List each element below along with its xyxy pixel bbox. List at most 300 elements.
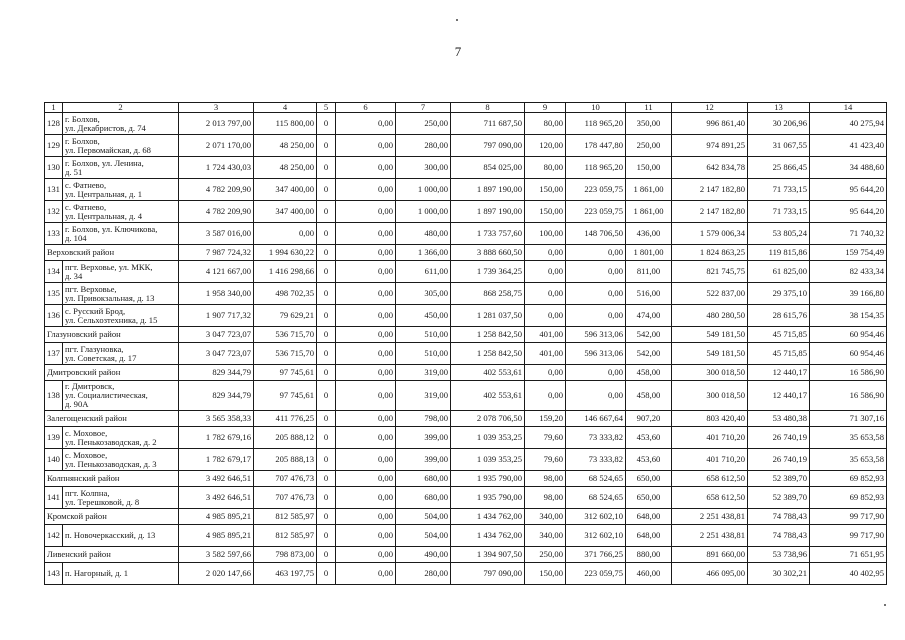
value-cell: 516,00 <box>626 283 672 305</box>
value-cell: 0,00 <box>525 365 566 381</box>
value-cell: 52 389,70 <box>748 487 810 509</box>
value-cell: 797 090,00 <box>451 135 525 157</box>
value-cell: 401 710,20 <box>672 427 748 449</box>
value-cell: 642 834,78 <box>672 157 748 179</box>
value-cell: 0,00 <box>336 201 396 223</box>
row-number: 135 <box>45 283 63 305</box>
value-cell: 466 095,00 <box>672 563 748 585</box>
row-number: 129 <box>45 135 63 157</box>
value-cell: 340,00 <box>525 509 566 525</box>
value-cell: 150,00 <box>626 157 672 179</box>
value-cell: 1 861,00 <box>626 179 672 201</box>
value-cell: 223 059,75 <box>566 563 626 585</box>
value-cell: 0,00 <box>336 547 396 563</box>
table-row <box>45 113 887 135</box>
address-line: ул. Пенькозаводская, д. 3 <box>65 458 157 469</box>
value-cell: 48 250,00 <box>254 135 317 157</box>
value-cell: 829 344,79 <box>179 381 254 411</box>
value-cell: 0,00 <box>566 381 626 411</box>
value-cell: 45 715,85 <box>748 343 810 365</box>
value-cell: 3 047 723,07 <box>179 343 254 365</box>
value-cell: 71 651,95 <box>810 547 887 563</box>
value-cell: 0 <box>317 427 336 449</box>
value-cell: 0,00 <box>336 563 396 585</box>
address-line: пгт. Колпна, <box>65 487 110 498</box>
address-cell <box>63 305 179 327</box>
value-cell: 40 402,95 <box>810 563 887 585</box>
value-cell: 2 078 706,50 <box>451 411 525 427</box>
row-number: 131 <box>45 179 63 201</box>
value-cell: 0,00 <box>336 427 396 449</box>
value-cell: 463 197,75 <box>254 563 317 585</box>
value-cell: 39 166,80 <box>810 283 887 305</box>
value-cell: 648,00 <box>626 509 672 525</box>
address-line: ул. Советская, д. 17 <box>65 352 137 363</box>
value-cell: 1 434 762,00 <box>451 509 525 525</box>
value-cell: 69 852,93 <box>810 487 887 509</box>
value-cell: 0,00 <box>336 261 396 283</box>
address-line: п. Новочеркасский, д. 13 <box>65 530 156 540</box>
address-cell <box>63 427 179 449</box>
value-cell: 53 805,24 <box>748 223 810 245</box>
district-name: Верховский район <box>45 245 179 261</box>
district-name: Ливенский район <box>45 547 179 563</box>
value-cell: 1 039 353,25 <box>451 427 525 449</box>
row-number: 133 <box>45 223 63 245</box>
address-line: с. Моховое, <box>65 427 108 438</box>
value-cell: 711 687,50 <box>451 113 525 135</box>
address-cell <box>63 525 179 547</box>
value-cell: 319,00 <box>396 381 451 411</box>
value-cell: 811,00 <box>626 261 672 283</box>
value-cell: 74 788,43 <box>748 525 810 547</box>
value-cell: 74 788,43 <box>748 509 810 525</box>
value-cell: 436,00 <box>626 223 672 245</box>
value-cell: 146 667,64 <box>566 411 626 427</box>
value-cell: 0 <box>317 525 336 547</box>
table-row <box>45 343 887 365</box>
value-cell: 1 958 340,00 <box>179 283 254 305</box>
address-line: ул. Привокзальная, д. 13 <box>65 292 155 303</box>
column-header: 4 <box>254 103 317 113</box>
district-row <box>45 509 887 525</box>
value-cell: 312 602,10 <box>566 525 626 547</box>
value-cell: 453,60 <box>626 427 672 449</box>
district-name: Дмитровский район <box>45 365 179 381</box>
column-header: 13 <box>748 103 810 113</box>
value-cell: 1 394 907,50 <box>451 547 525 563</box>
value-cell: 2 147 182,80 <box>672 179 748 201</box>
value-cell: 53 480,38 <box>748 411 810 427</box>
value-cell: 498 702,35 <box>254 283 317 305</box>
value-cell: 71 733,15 <box>748 201 810 223</box>
value-cell: 504,00 <box>396 509 451 525</box>
value-cell: 798,00 <box>396 411 451 427</box>
district-row <box>45 411 887 427</box>
district-name: Глазуновский район <box>45 327 179 343</box>
address-cell <box>63 179 179 201</box>
value-cell: 0,00 <box>336 245 396 261</box>
column-header: 10 <box>566 103 626 113</box>
value-cell: 1 733 757,60 <box>451 223 525 245</box>
value-cell: 250,00 <box>626 135 672 157</box>
value-cell: 1 907 717,32 <box>179 305 254 327</box>
table-row <box>45 283 887 305</box>
value-cell: 458,00 <box>626 365 672 381</box>
value-cell: 522 837,00 <box>672 283 748 305</box>
value-cell: 119 815,86 <box>748 245 810 261</box>
value-cell: 650,00 <box>626 471 672 487</box>
value-cell: 347 400,00 <box>254 179 317 201</box>
value-cell: 4 985 895,21 <box>179 509 254 525</box>
value-cell: 658 612,50 <box>672 471 748 487</box>
value-cell: 0 <box>317 365 336 381</box>
value-cell: 0,00 <box>254 223 317 245</box>
column-header: 2 <box>63 103 179 113</box>
value-cell: 45 715,85 <box>748 327 810 343</box>
district-name: Колпнянский район <box>45 471 179 487</box>
value-cell: 0 <box>317 471 336 487</box>
value-cell: 0,00 <box>336 327 396 343</box>
row-number: 130 <box>45 157 63 179</box>
value-cell: 596 313,06 <box>566 327 626 343</box>
value-cell: 7 987 724,32 <box>179 245 254 261</box>
value-cell: 312 602,10 <box>566 509 626 525</box>
value-cell: 3 587 016,00 <box>179 223 254 245</box>
value-cell: 2 147 182,80 <box>672 201 748 223</box>
column-header: 9 <box>525 103 566 113</box>
value-cell: 611,00 <box>396 261 451 283</box>
value-cell: 340,00 <box>525 525 566 547</box>
table-row <box>45 525 887 547</box>
value-cell: 71 740,32 <box>810 223 887 245</box>
value-cell: 1 724 430,03 <box>179 157 254 179</box>
value-cell: 0 <box>317 113 336 135</box>
value-cell: 536 715,70 <box>254 343 317 365</box>
row-number: 134 <box>45 261 63 283</box>
value-cell: 31 067,55 <box>748 135 810 157</box>
table-row <box>45 449 887 471</box>
value-cell: 80,00 <box>525 113 566 135</box>
value-cell: 118 965,20 <box>566 157 626 179</box>
value-cell: 1 281 037,50 <box>451 305 525 327</box>
value-cell: 0,00 <box>336 343 396 365</box>
table-row <box>45 201 887 223</box>
table-row <box>45 427 887 449</box>
value-cell: 0 <box>317 381 336 411</box>
row-number: 142 <box>45 525 63 547</box>
row-number: 138 <box>45 381 63 411</box>
address-line: д. 90А <box>65 399 89 409</box>
value-cell: 680,00 <box>396 487 451 509</box>
row-number: 128 <box>45 113 63 135</box>
value-cell: 26 740,19 <box>748 427 810 449</box>
value-cell: 98,00 <box>525 471 566 487</box>
value-cell: 707 476,73 <box>254 471 317 487</box>
value-cell: 453,60 <box>626 449 672 471</box>
value-cell: 0,00 <box>336 283 396 305</box>
value-cell: 0 <box>317 343 336 365</box>
address-line: пгт. Верховье, <box>65 283 117 294</box>
value-cell: 4 121 667,00 <box>179 261 254 283</box>
value-cell: 16 586,90 <box>810 365 887 381</box>
value-cell: 411 776,25 <box>254 411 317 427</box>
value-cell: 35 653,58 <box>810 427 887 449</box>
value-cell: 680,00 <box>396 471 451 487</box>
value-cell: 25 866,45 <box>748 157 810 179</box>
address-line: пгт. Глазуновка, <box>65 343 124 354</box>
value-cell: 4 782 209,90 <box>179 179 254 201</box>
value-cell: 0,00 <box>336 135 396 157</box>
value-cell: 798 873,00 <box>254 547 317 563</box>
value-cell: 803 420,40 <box>672 411 748 427</box>
table-row <box>45 305 887 327</box>
value-cell: 280,00 <box>396 563 451 585</box>
row-number: 132 <box>45 201 63 223</box>
value-cell: 4 782 209,90 <box>179 201 254 223</box>
address-line: г. Болхов, ул. Ленина, <box>65 157 144 168</box>
value-cell: 829 344,79 <box>179 365 254 381</box>
value-cell: 3 047 723,07 <box>179 327 254 343</box>
address-line: д. 34 <box>65 270 83 281</box>
value-cell: 35 653,58 <box>810 449 887 471</box>
address-cell <box>63 261 179 283</box>
value-cell: 0,00 <box>336 487 396 509</box>
address-line: г. Болхов, <box>65 113 100 124</box>
value-cell: 542,00 <box>626 327 672 343</box>
address-cell <box>63 223 179 245</box>
value-cell: 0 <box>317 283 336 305</box>
value-cell: 29 375,10 <box>748 283 810 305</box>
value-cell: 0 <box>317 135 336 157</box>
address-cell <box>63 449 179 471</box>
value-cell: 53 738,96 <box>748 547 810 563</box>
district-name: Кромской район <box>45 509 179 525</box>
value-cell: 996 861,40 <box>672 113 748 135</box>
value-cell: 100,00 <box>525 223 566 245</box>
value-cell: 458,00 <box>626 381 672 411</box>
address-line: ул. Пенькозаводская, д. 2 <box>65 436 157 447</box>
value-cell: 1 861,00 <box>626 201 672 223</box>
address-line: ул. Декабристов, д. 74 <box>65 122 146 133</box>
value-cell: 974 891,25 <box>672 135 748 157</box>
value-cell: 205 888,12 <box>254 427 317 449</box>
value-cell: 1 782 679,17 <box>179 449 254 471</box>
address-line: с. Фатнево, <box>65 179 107 190</box>
value-cell: 250,00 <box>396 113 451 135</box>
value-cell: 0,00 <box>566 305 626 327</box>
address-cell <box>63 563 179 585</box>
value-cell: 52 389,70 <box>748 471 810 487</box>
table-row <box>45 381 887 411</box>
address-line: п. Нагорный, д. 1 <box>65 568 129 578</box>
value-cell: 504,00 <box>396 525 451 547</box>
column-header: 1 <box>45 103 63 113</box>
value-cell: 41 423,40 <box>810 135 887 157</box>
value-cell: 61 825,00 <box>748 261 810 283</box>
value-cell: 30 206,96 <box>748 113 810 135</box>
value-cell: 68 524,65 <box>566 471 626 487</box>
value-cell: 60 954,46 <box>810 327 887 343</box>
table-row <box>45 223 887 245</box>
table-row <box>45 157 887 179</box>
value-cell: 596 313,06 <box>566 343 626 365</box>
value-cell: 3 492 646,51 <box>179 471 254 487</box>
value-cell: 250,00 <box>525 547 566 563</box>
value-cell: 1 897 190,00 <box>451 201 525 223</box>
value-cell: 28 615,76 <box>748 305 810 327</box>
value-cell: 0 <box>317 449 336 471</box>
value-cell: 223 059,75 <box>566 179 626 201</box>
district-row <box>45 365 887 381</box>
district-row <box>45 327 887 343</box>
value-cell: 16 586,90 <box>810 381 887 411</box>
address-cell <box>63 487 179 509</box>
value-cell: 0,00 <box>336 525 396 547</box>
value-cell: 0 <box>317 261 336 283</box>
address-line: ул. Центральная, д. 1 <box>65 188 143 199</box>
value-cell: 0,00 <box>336 305 396 327</box>
value-cell: 350,00 <box>626 113 672 135</box>
value-cell: 536 715,70 <box>254 327 317 343</box>
value-cell: 40 275,94 <box>810 113 887 135</box>
value-cell: 480,00 <box>396 223 451 245</box>
address-line: ул. Социалистическая, <box>65 390 148 400</box>
value-cell: 402 553,61 <box>451 365 525 381</box>
value-cell: 371 766,25 <box>566 547 626 563</box>
value-cell: 0 <box>317 563 336 585</box>
page-number: 7 <box>454 44 462 59</box>
address-cell <box>63 201 179 223</box>
value-cell: 0 <box>317 157 336 179</box>
value-cell: 3 582 597,66 <box>179 547 254 563</box>
district-row <box>45 471 887 487</box>
table-row <box>45 179 887 201</box>
value-cell: 68 524,65 <box>566 487 626 509</box>
value-cell: 0,00 <box>336 157 396 179</box>
value-cell: 300 018,50 <box>672 381 748 411</box>
value-cell: 1 258 842,50 <box>451 343 525 365</box>
row-number: 139 <box>45 427 63 449</box>
header-row <box>45 103 887 113</box>
table-row <box>45 261 887 283</box>
value-cell: 1 739 364,25 <box>451 261 525 283</box>
value-cell: 401,00 <box>525 327 566 343</box>
value-cell: 1 897 190,00 <box>451 179 525 201</box>
value-cell: 280,00 <box>396 135 451 157</box>
address-line: ул. Сельхозтехника, д. 15 <box>65 314 158 325</box>
value-cell: 1 782 679,16 <box>179 427 254 449</box>
value-cell: 115 800,00 <box>254 113 317 135</box>
column-header: 8 <box>451 103 525 113</box>
value-cell: 707 476,73 <box>254 487 317 509</box>
address-line: с. Моховое, <box>65 449 108 460</box>
value-cell: 30 302,21 <box>748 563 810 585</box>
table-row <box>45 135 887 157</box>
address-cell <box>63 113 179 135</box>
value-cell: 891 660,00 <box>672 547 748 563</box>
scan-speck <box>884 604 886 606</box>
value-cell: 402 553,61 <box>451 381 525 411</box>
value-cell: 797 090,00 <box>451 563 525 585</box>
value-cell: 0,00 <box>336 471 396 487</box>
address-line: с. Русский Брод, <box>65 305 126 316</box>
value-cell: 854 025,00 <box>451 157 525 179</box>
value-cell: 0,00 <box>336 179 396 201</box>
value-cell: 120,00 <box>525 135 566 157</box>
address-line: пгт. Верховье, ул. МКК, <box>65 261 153 272</box>
address-cell <box>63 283 179 305</box>
column-header: 6 <box>336 103 396 113</box>
value-cell: 300 018,50 <box>672 365 748 381</box>
value-cell: 0,00 <box>336 509 396 525</box>
address-line: с. Фатнево, <box>65 201 107 212</box>
value-cell: 1 366,00 <box>396 245 451 261</box>
address-line: д. 51 <box>65 166 83 177</box>
value-cell: 0,00 <box>336 365 396 381</box>
address-cell <box>63 343 179 365</box>
data-table <box>44 102 887 585</box>
value-cell: 4 985 895,21 <box>179 525 254 547</box>
value-cell: 0,00 <box>336 113 396 135</box>
value-cell: 150,00 <box>525 179 566 201</box>
address-line: г. Болхов, <box>65 135 100 146</box>
value-cell: 1 000,00 <box>396 201 451 223</box>
value-cell: 159,20 <box>525 411 566 427</box>
value-cell: 79,60 <box>525 427 566 449</box>
value-cell: 812 585,97 <box>254 525 317 547</box>
value-cell: 71 733,15 <box>748 179 810 201</box>
value-cell: 12 440,17 <box>748 381 810 411</box>
value-cell: 450,00 <box>396 305 451 327</box>
value-cell: 401,00 <box>525 343 566 365</box>
value-cell: 95 644,20 <box>810 179 887 201</box>
value-cell: 82 433,34 <box>810 261 887 283</box>
value-cell: 118 965,20 <box>566 113 626 135</box>
value-cell: 48 250,00 <box>254 157 317 179</box>
value-cell: 2 251 438,81 <box>672 509 748 525</box>
value-cell: 223 059,75 <box>566 201 626 223</box>
value-cell: 0 <box>317 547 336 563</box>
value-cell: 0 <box>317 327 336 343</box>
value-cell: 0 <box>317 223 336 245</box>
value-cell: 549 181,50 <box>672 343 748 365</box>
column-header: 7 <box>396 103 451 113</box>
row-number: 137 <box>45 343 63 365</box>
value-cell: 2 020 147,66 <box>179 563 254 585</box>
value-cell: 0 <box>317 487 336 509</box>
table-row <box>45 487 887 509</box>
value-cell: 69 852,93 <box>810 471 887 487</box>
value-cell: 205 888,13 <box>254 449 317 471</box>
row-number: 136 <box>45 305 63 327</box>
value-cell: 178 447,80 <box>566 135 626 157</box>
value-cell: 305,00 <box>396 283 451 305</box>
value-cell: 0,00 <box>525 245 566 261</box>
address-line: г. Болхов, ул. Ключикова, <box>65 223 158 234</box>
value-cell: 0 <box>317 179 336 201</box>
district-name: Залегощенский район <box>45 411 179 427</box>
value-cell: 399,00 <box>396 449 451 471</box>
value-cell: 0,00 <box>525 283 566 305</box>
value-cell: 1 039 353,25 <box>451 449 525 471</box>
value-cell: 0,00 <box>336 381 396 411</box>
value-cell: 0 <box>317 305 336 327</box>
value-cell: 907,20 <box>626 411 672 427</box>
row-number: 141 <box>45 487 63 509</box>
value-cell: 460,00 <box>626 563 672 585</box>
value-cell: 0,00 <box>566 261 626 283</box>
